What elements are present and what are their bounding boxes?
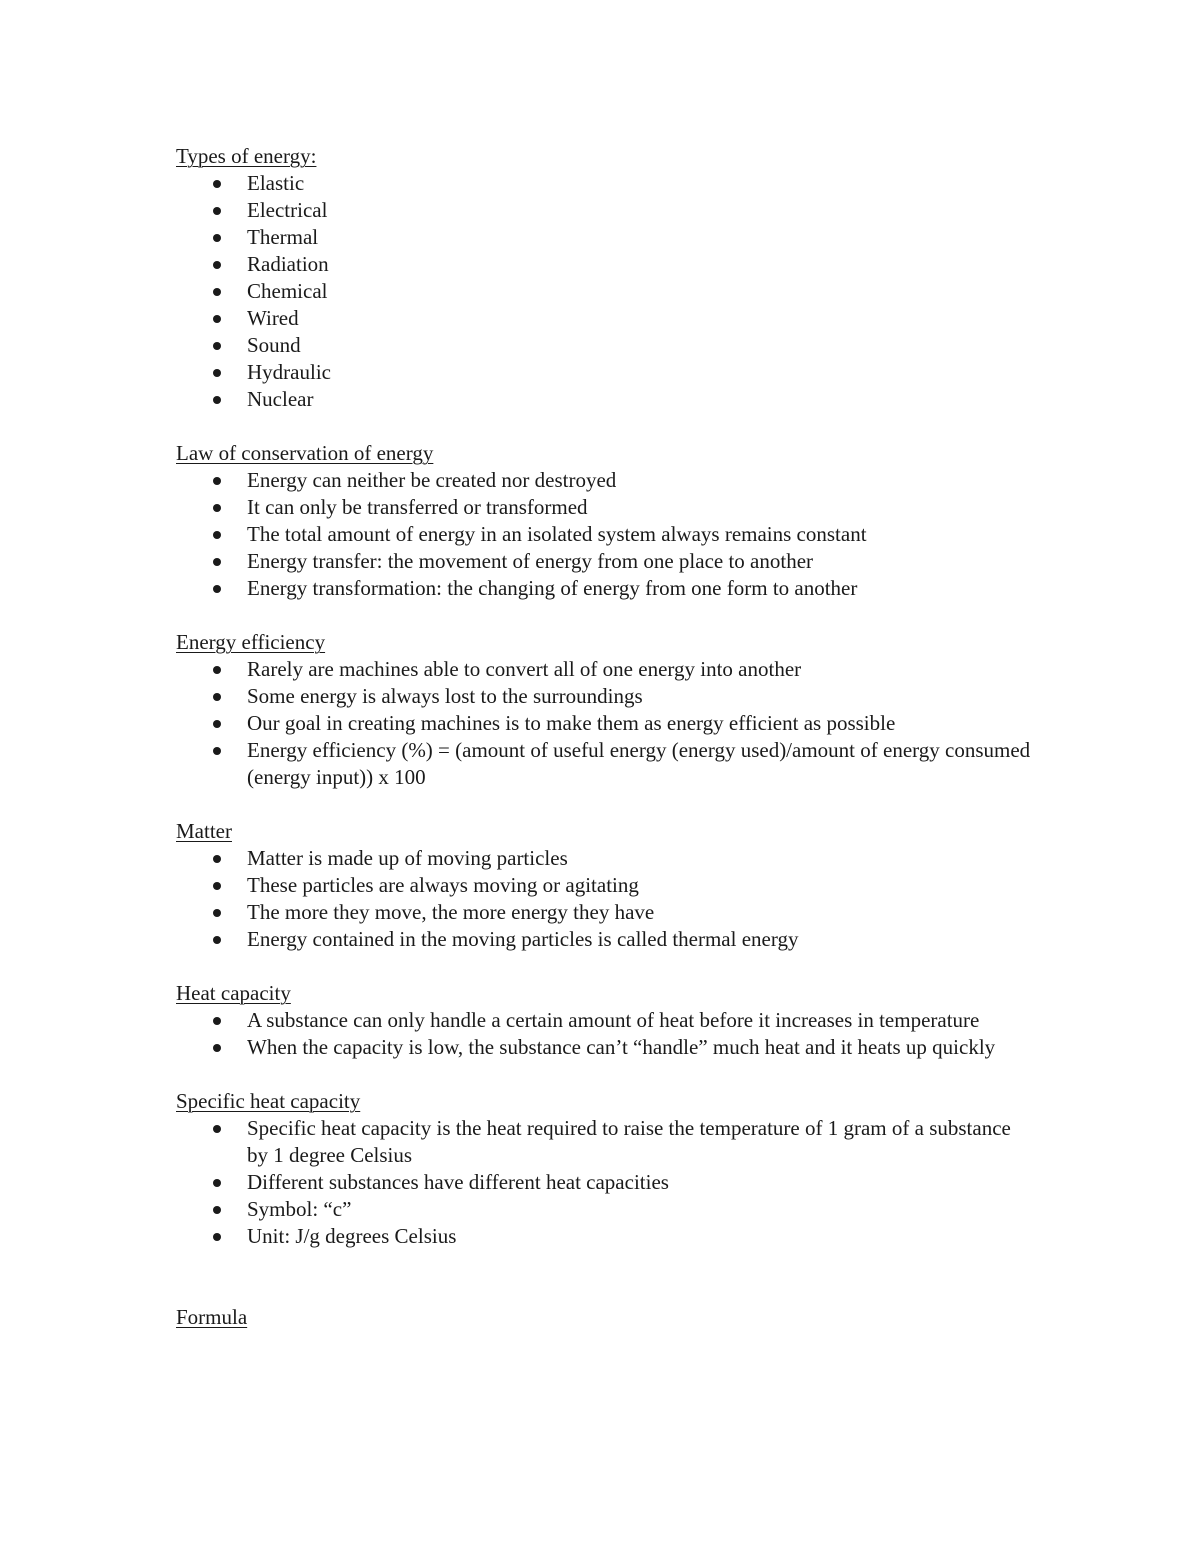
list-item: Some energy is always lost to the surroundings	[176, 683, 1036, 710]
list-item: Sound	[176, 332, 1036, 359]
paragraph-spacer	[176, 1061, 1036, 1088]
list-item: Energy contained in the moving particles is called thermal energy	[176, 926, 1036, 953]
list-item: Rarely are machines able to convert all of one energy into another	[176, 656, 1036, 683]
list-item: It can only be transferred or transformed	[176, 494, 1036, 521]
list-item: Wired	[176, 305, 1036, 332]
section-specific-heat	[176, 1088, 1036, 1250]
list-item: A substance can only handle a certain amount of heat before it increases in temperature	[176, 1007, 1036, 1034]
section-types-of-energy	[176, 143, 1036, 413]
list-item: When the capacity is low, the substance can’t “handle” much heat and it heats up quickly	[176, 1034, 1036, 1061]
list-item: Hydraulic	[176, 359, 1036, 386]
bullet-list	[176, 845, 1036, 953]
list-item: Specific heat capacity is the heat required to raise the temperature of 1 gram of a substance by 1 degree Celsius	[176, 1115, 1036, 1169]
list-item: Our goal in creating machines is to make them as energy efficient as possible	[176, 710, 1036, 737]
list-item: The total amount of energy in an isolated system always remains constant	[176, 521, 1036, 548]
section-heading: Specific heat capacity	[176, 1089, 361, 1113]
list-item: Symbol: “c”	[176, 1196, 1036, 1223]
paragraph-spacer	[176, 1250, 1036, 1304]
list-item: Chemical	[176, 278, 1036, 305]
bullet-list	[176, 1007, 1036, 1061]
list-item: Different substances have different heat capacities	[176, 1169, 1036, 1196]
list-item: Thermal	[176, 224, 1036, 251]
section-conservation	[176, 440, 1036, 602]
list-item: Energy can neither be created nor destroyed	[176, 467, 1036, 494]
section-heading: Matter	[176, 819, 232, 843]
section-heat-capacity	[176, 980, 1036, 1061]
document-page	[176, 143, 1036, 1331]
list-item: The more they move, the more energy they have	[176, 899, 1036, 926]
list-item: Energy efficiency (%) = (amount of useful energy (energy used)/amount of energy consumed (energy input)) x 100	[176, 737, 1036, 791]
list-item: Electrical	[176, 197, 1036, 224]
list-item: Matter is made up of moving particles	[176, 845, 1036, 872]
bullet-list	[176, 656, 1036, 791]
paragraph-spacer	[176, 602, 1036, 629]
paragraph-spacer	[176, 791, 1036, 818]
list-item: Energy transformation: the changing of energy from one form to another	[176, 575, 1036, 602]
section-heading: Heat capacity	[176, 981, 291, 1005]
list-item: Elastic	[176, 170, 1036, 197]
section-heading: Formula	[176, 1305, 248, 1329]
paragraph-spacer	[176, 953, 1036, 980]
list-item: Nuclear	[176, 386, 1036, 413]
bullet-list	[176, 170, 1036, 413]
section-heading: Law of conservation of energy	[176, 441, 434, 465]
bullet-list	[176, 467, 1036, 602]
paragraph-spacer	[176, 413, 1036, 440]
list-item: Radiation	[176, 251, 1036, 278]
bullet-list	[176, 1115, 1036, 1250]
list-item: These particles are always moving or agitating	[176, 872, 1036, 899]
list-item: Energy transfer: the movement of energy from one place to another	[176, 548, 1036, 575]
section-heading: Energy efficiency	[176, 630, 326, 654]
section-matter	[176, 818, 1036, 953]
list-item: Unit: J/g degrees Celsius	[176, 1223, 1036, 1250]
section-efficiency	[176, 629, 1036, 791]
section-formula	[176, 1304, 1036, 1331]
section-heading: Types of energy:	[176, 144, 317, 168]
